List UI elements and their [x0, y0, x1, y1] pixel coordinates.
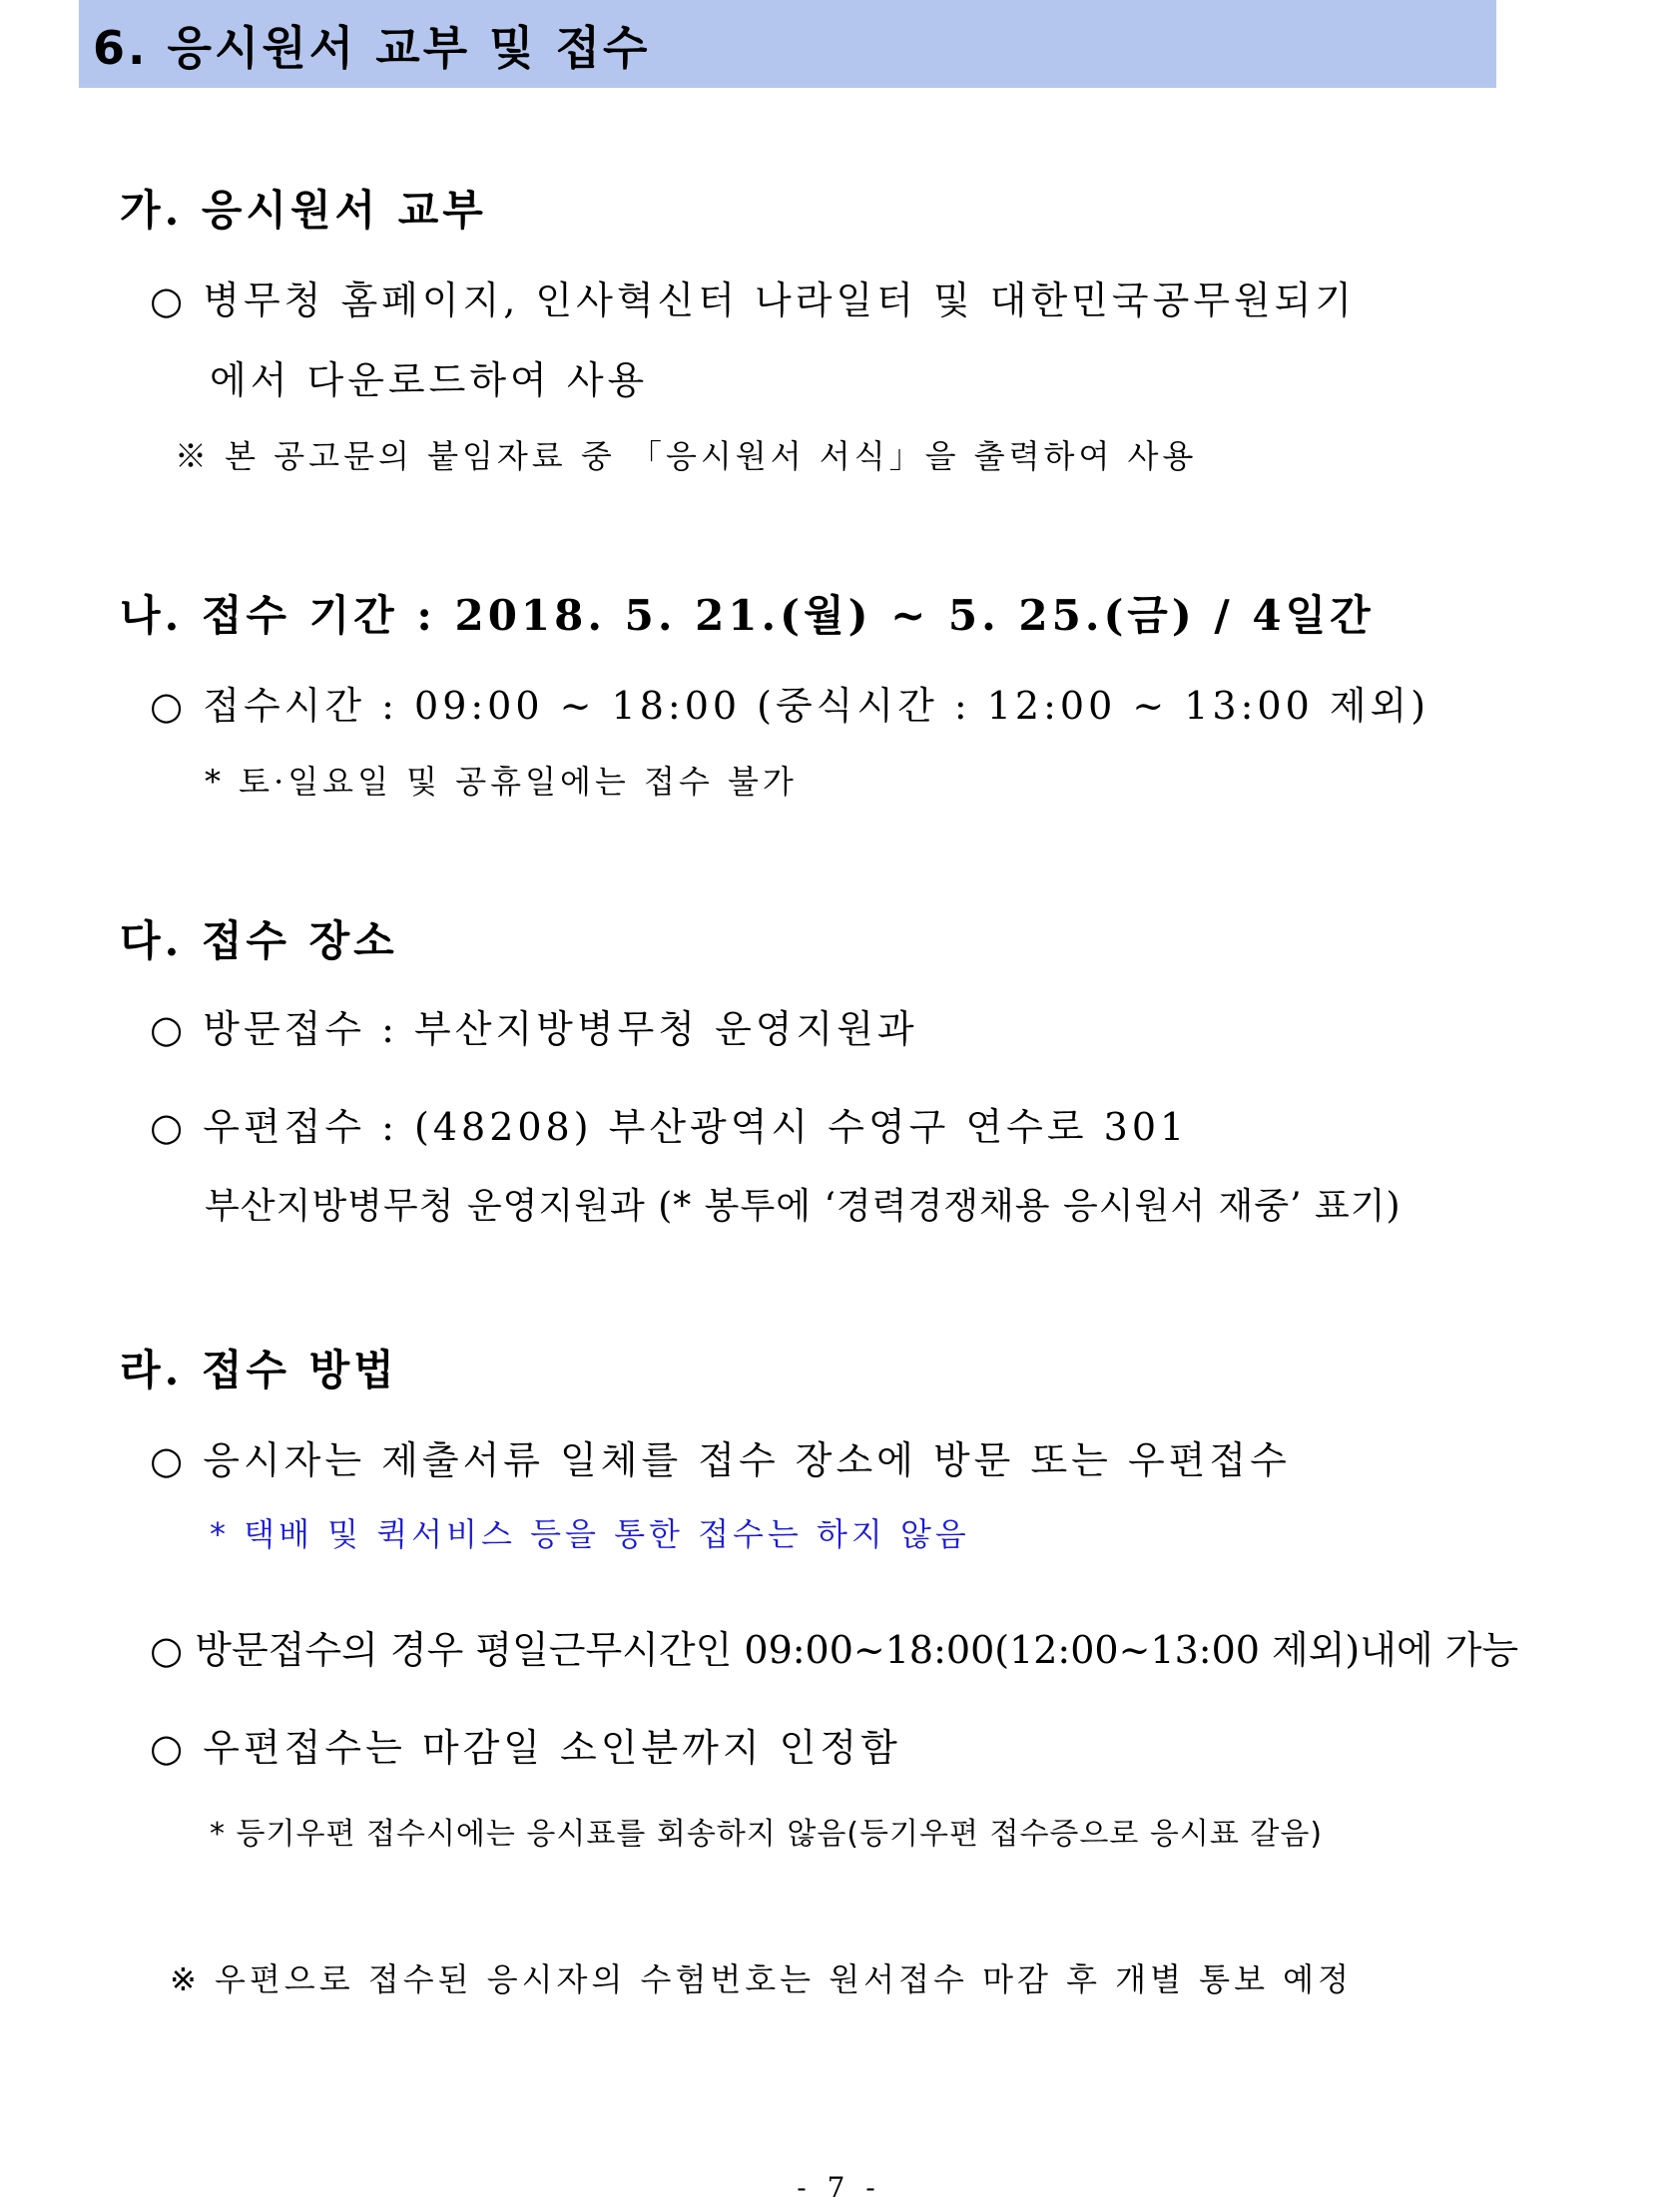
subsection-heading-ra: 라. 접수 방법	[120, 1346, 398, 1394]
bullet-postmark-deadline: ○ 우편접수는 마감일 소인분까지 인정함	[150, 1726, 901, 1770]
section-title: 6. 응시원서 교부 및 접수	[93, 21, 651, 75]
note-no-courier: * 택배 및 퀵서비스 등을 통한 접수는 하지 않음	[210, 1515, 970, 1553]
subsection-heading-ga: 가. 응시원서 교부	[120, 186, 487, 235]
note-exam-number-notice: ※ 우편으로 접수된 응시자의 수험번호는 원서접수 마감 후 개별 통보 예정	[170, 1960, 1353, 1998]
note-attachment: ※ 본 공고문의 붙임자료 중 「응시원서 서식」을 출력하여 사용	[175, 437, 1198, 475]
bullet-reception-hours: ○ 접수시간 : 09:00 ~ 18:00 (중식시간 : 12:00 ~ 13:00 제외)	[150, 684, 1430, 728]
bullet-visit-reception: ○ 방문접수 : 부산지방병무청 운영지원과	[150, 1007, 918, 1051]
page-number: - 7 -	[797, 2171, 881, 2204]
subsection-heading-da: 다. 접수 장소	[120, 916, 398, 965]
mail-address-continuation: 부산지방병무청 운영지원과 (* 봉투에 ‘경력경쟁채용 응시원서 재중’ 표기)	[205, 1186, 1401, 1227]
subsection-heading-na: 나. 접수 기간 : 2018. 5. 21.(월) ~ 5. 25.(금) / 4일간	[120, 591, 1375, 640]
note-no-weekend: * 토·일요일 및 공휴일에는 접수 불가	[205, 763, 798, 801]
bullet-mail-reception: ○ 우편접수 : (48208) 부산광역시 수영구 연수로 301	[150, 1105, 1189, 1149]
bullet-distribution-sources: ○ 병무청 홈페이지, 인사혁신터 나라일터 및 대한민국공무원되기	[150, 278, 1357, 322]
bullet-continuation: 에서 다운로드하여 사용	[210, 358, 649, 402]
note-registered-mail: * 등기우편 접수시에는 응시표를 회송하지 않음(등기우편 접수증으로 응시표 갈음)	[210, 1817, 1324, 1852]
bullet-submission-method: ○ 응시자는 제출서류 일체를 접수 장소에 방문 또는 우편접수	[150, 1438, 1291, 1482]
bullet-visit-hours: ○ 방문접수의 경우 평일근무시간인 09:00~18:00(12:00~13:00 제외)내에 가능	[150, 1628, 1519, 1672]
